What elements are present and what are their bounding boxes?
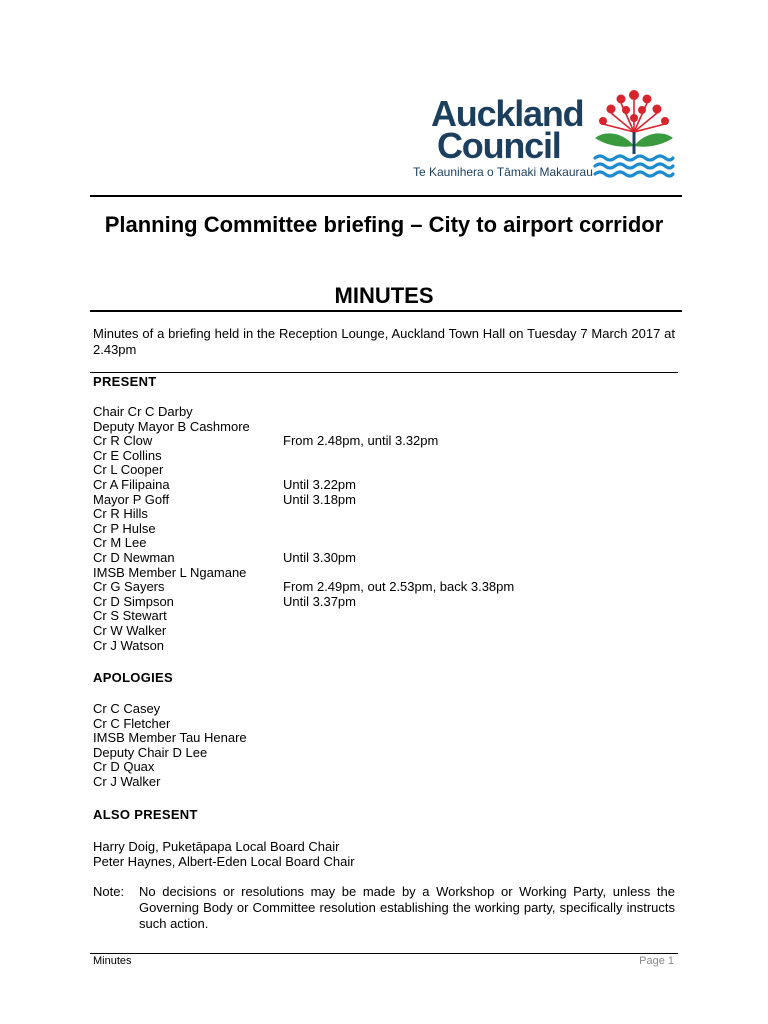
member-name: Cr D Newman [93, 549, 175, 565]
attendance-note: Until 3.22pm [283, 476, 356, 492]
member-name: Cr R Hills [93, 506, 148, 522]
list-item [93, 449, 250, 464]
member-name: Chair Cr C Darby [93, 404, 193, 419]
attendance-note: Until 3.37pm [283, 593, 356, 609]
list-item [93, 536, 250, 551]
list-item: Cr C Casey [93, 701, 161, 716]
also-present-heading: ALSO PRESENT [93, 807, 198, 822]
title-rule [90, 310, 682, 312]
pohutukawa-logo-icon [593, 88, 675, 180]
footer-label: Minutes [93, 955, 132, 967]
list-item [93, 579, 515, 595]
member-name: Cr W Walker [93, 622, 167, 638]
list-item: Harry Doig, Puketāpapa Local Board Chair [93, 839, 340, 854]
list-item [93, 420, 250, 435]
attendance-note: Until 3.18pm [283, 491, 356, 507]
list-item [93, 405, 250, 420]
note-text: No decisions or resolutions may be made by a Workshop or Working Party, unless the Governing Body or Committee resolution establishing the working party, specifically instructs such action. [139, 884, 675, 931]
list-item [93, 609, 250, 624]
list-item: Peter Haynes, Albert-Eden Local Board Chair [93, 853, 355, 869]
list-item: Deputy Chair D Lee [93, 744, 208, 760]
attendance-note: From 2.48pm, until 3.32pm [283, 433, 439, 449]
member-name: Mayor P Goff [93, 491, 170, 507]
header-rule [90, 195, 682, 197]
list-item: IMSB Member Tau Henare [93, 730, 247, 746]
present-rule [90, 372, 678, 373]
member-name: Cr A Filipaina [93, 476, 170, 492]
list-item [93, 463, 250, 478]
list-item [93, 522, 250, 537]
list-item [93, 507, 250, 522]
apologies-list [93, 702, 247, 790]
member-name: Cr J Watson [93, 637, 165, 653]
list-item [93, 491, 356, 508]
list-item: Cr C Fletcher [93, 715, 171, 731]
member-name: Cr M Lee [93, 535, 147, 551]
present-list [93, 404, 515, 653]
member-name: Cr E Collins [93, 447, 162, 463]
member-name: IMSB Member L Ngamane [93, 564, 247, 580]
list-item [93, 593, 356, 610]
attendance-note: Until 3.30pm [283, 549, 356, 565]
attendance-note: From 2.49pm, out 2.53pm, back 3.38pm [283, 579, 515, 595]
apologies-heading: APOLOGIES [93, 670, 173, 685]
list-item [93, 476, 356, 493]
logo-wordmark-council: Council [437, 125, 561, 166]
member-name: Cr S Stewart [93, 608, 167, 624]
footer-rule [90, 953, 678, 954]
list-item: Cr D Quax [93, 759, 155, 775]
list-item: Cr J Walker [93, 773, 161, 789]
also-present-list [93, 840, 355, 869]
member-name: Cr R Clow [93, 433, 153, 449]
list-item [93, 639, 250, 654]
list-item [93, 566, 250, 581]
member-name: Deputy Mayor B Cashmore [93, 418, 250, 434]
document-subtitle: MINUTES [334, 283, 434, 308]
logo-tagline: Te Kaunihera o Tāmaki Makaurau [413, 165, 593, 179]
present-heading: PRESENT [93, 374, 157, 389]
list-item [93, 549, 356, 566]
page-number: Page 1 [639, 955, 674, 967]
logo-wordmark-auckland: Auckland [431, 93, 584, 134]
list-item [93, 433, 439, 449]
list-item [93, 624, 250, 639]
note-label: Note: [93, 884, 125, 899]
member-name: Cr P Hulse [93, 520, 156, 536]
member-name: Cr D Simpson [93, 593, 174, 609]
member-name: Cr L Cooper [93, 462, 164, 478]
member-name: Cr G Sayers [93, 579, 165, 595]
intro-paragraph: Minutes of a briefing held in the Reception Lounge, Auckland Town Hall on Tuesday 7 March 2017 at 2.43pm [93, 326, 675, 357]
document-title: Planning Committee briefing – City to airport corridor [104, 212, 664, 237]
